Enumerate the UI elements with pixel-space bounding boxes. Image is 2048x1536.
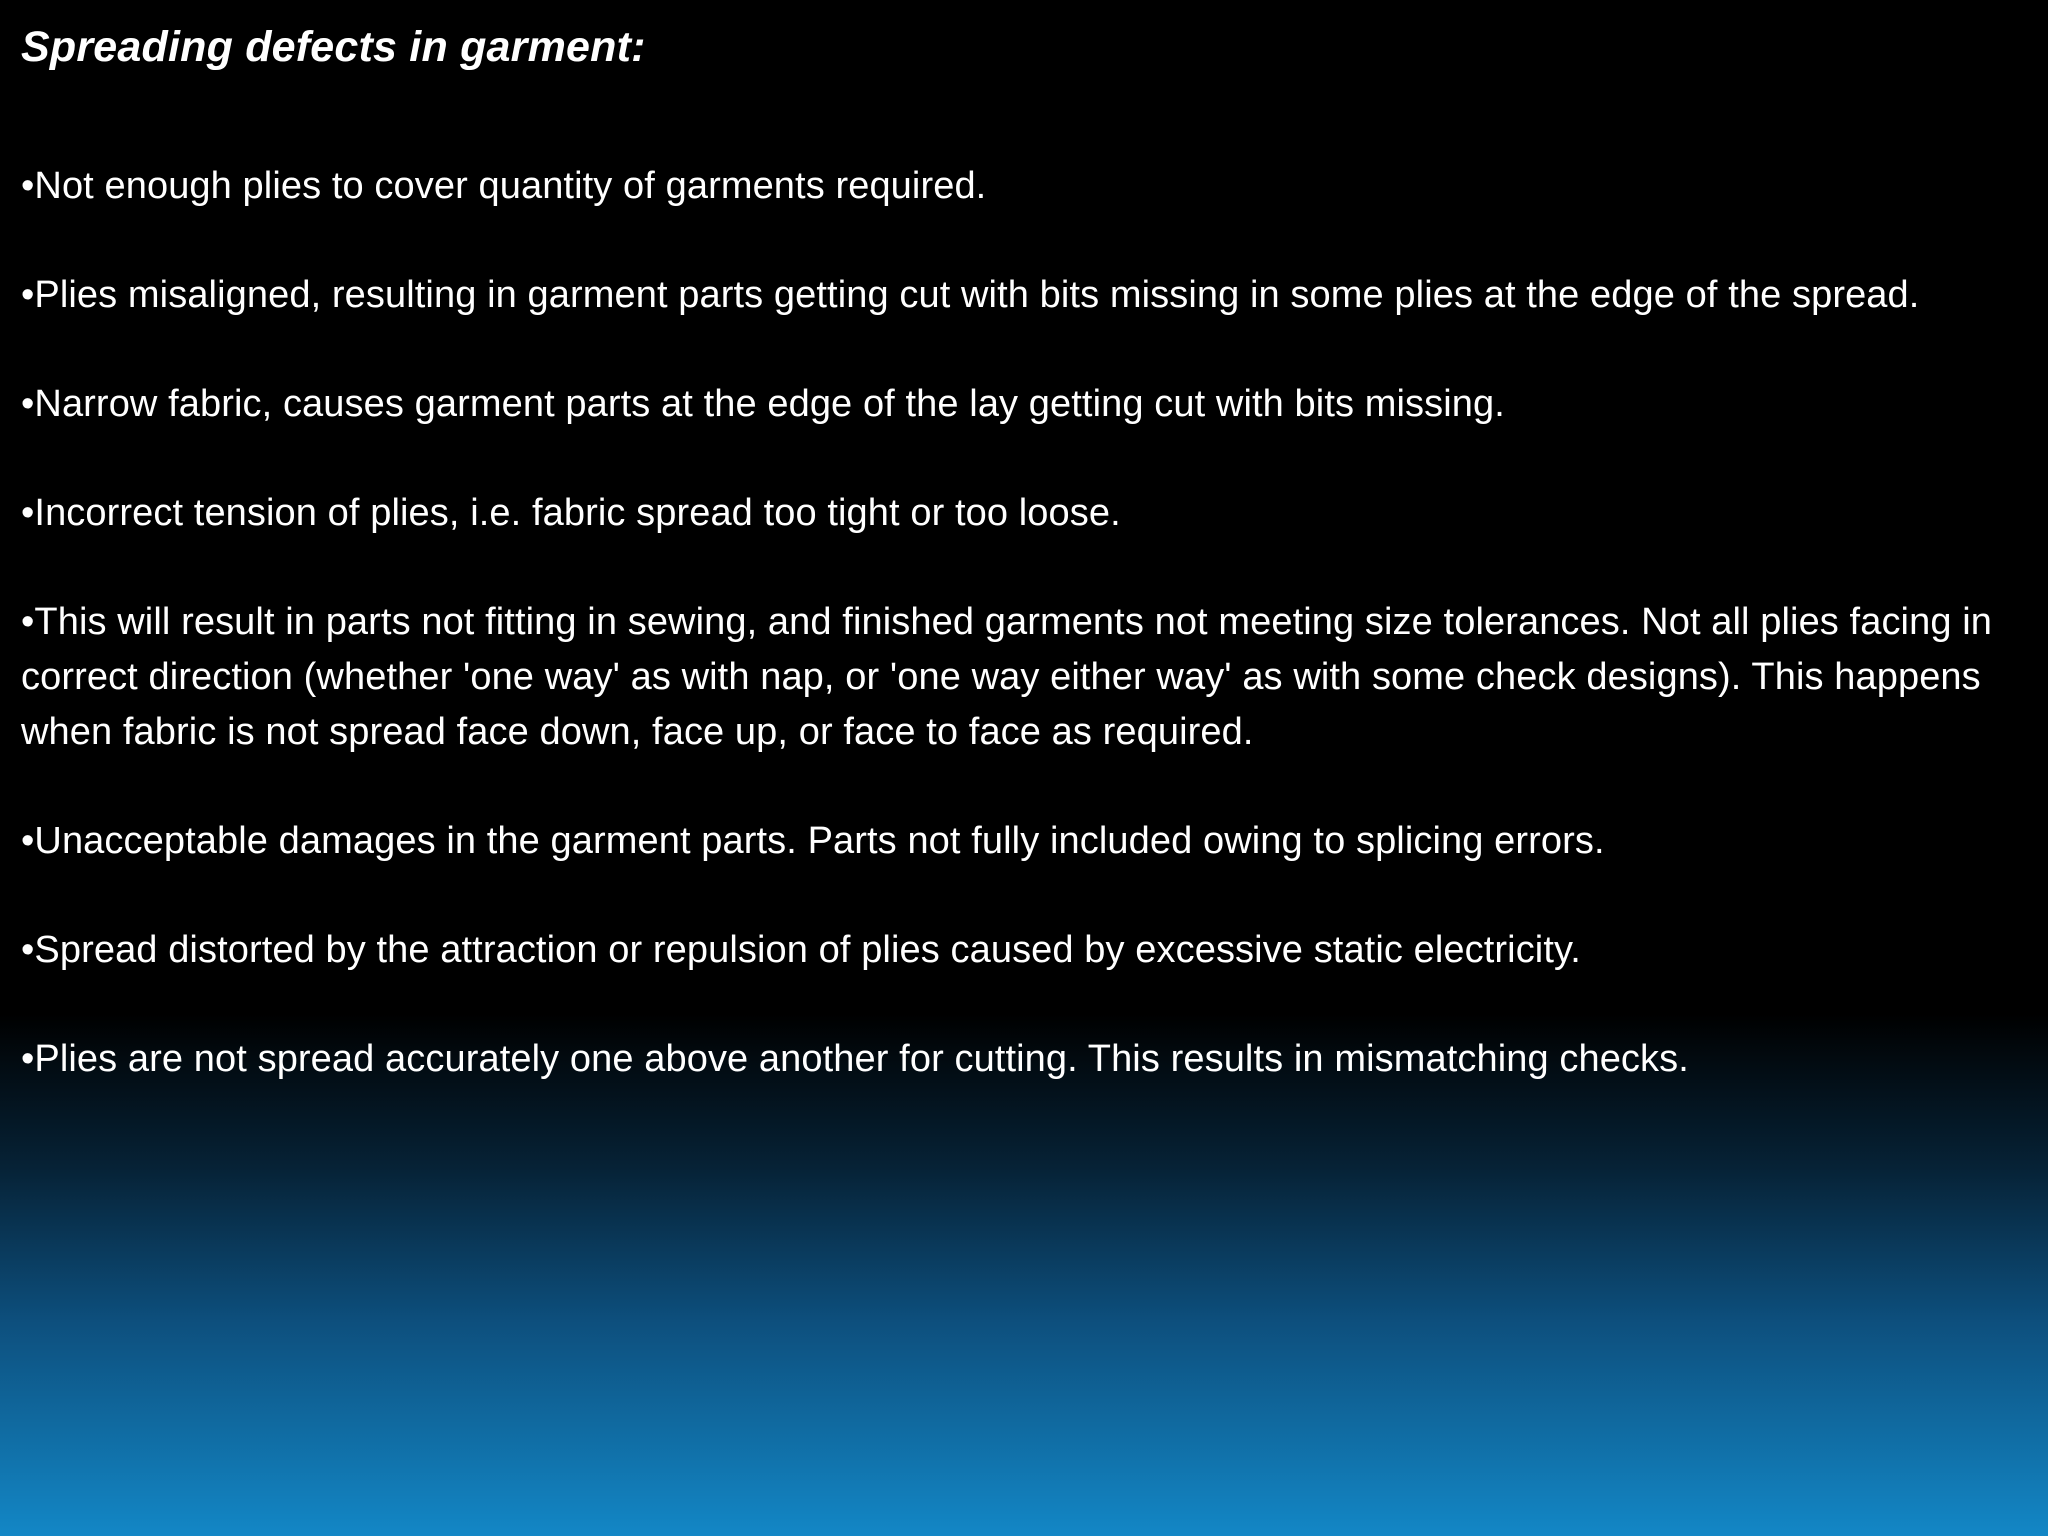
bullet-text: This will result in parts not fitting in sewing, and finished garments not meeting size tolerances. Not all plies facing in correct direction (whether 'one way' as with nap, or 'one way either way' as with some check designs). This happens when fabric is not spread face down, face up, or face to face as required. xyxy=(21,601,1992,753)
bullet-icon: • xyxy=(21,492,35,534)
bullet-icon: • xyxy=(21,274,35,316)
bullet-text: Plies are not spread accurately one above another for cutting. This results in mismatching checks. xyxy=(34,1038,1689,1080)
bullet-text: Incorrect tension of plies, i.e. fabric spread too tight or too loose. xyxy=(34,492,1121,534)
bullet-text: Spread distorted by the attraction or repulsion of plies caused by excessive static electricity. xyxy=(34,929,1581,971)
bullet-text: Unacceptable damages in the garment parts. Parts not fully included owing to splicing errors. xyxy=(34,820,1605,862)
bullet-text: Plies misaligned, resulting in garment parts getting cut with bits missing in some plies at the edge of the spread. xyxy=(34,274,1920,316)
bullet-icon: • xyxy=(21,383,35,425)
bullet-item xyxy=(21,377,2011,432)
bullet-icon: • xyxy=(21,820,35,862)
bullet-item xyxy=(21,1032,2011,1087)
bullet-item xyxy=(21,595,2011,760)
bullet-icon: • xyxy=(21,1038,35,1080)
bullet-icon: • xyxy=(21,165,35,207)
bullet-item xyxy=(21,268,2011,323)
bullet-item xyxy=(21,486,2011,541)
bullet-item xyxy=(21,814,2011,869)
bullet-item xyxy=(21,159,2011,214)
bullet-item xyxy=(21,923,2011,978)
bullet-text: Not enough plies to cover quantity of garments required. xyxy=(34,165,987,207)
slide-content xyxy=(21,14,2011,1141)
bullet-icon: • xyxy=(21,929,35,971)
bullet-icon: • xyxy=(21,601,35,643)
slide-title: Spreading defects in garment: xyxy=(21,23,646,71)
bullet-text: Narrow fabric, causes garment parts at the edge of the lay getting cut with bits missing. xyxy=(34,383,1505,425)
bullet-list xyxy=(21,159,2011,1087)
